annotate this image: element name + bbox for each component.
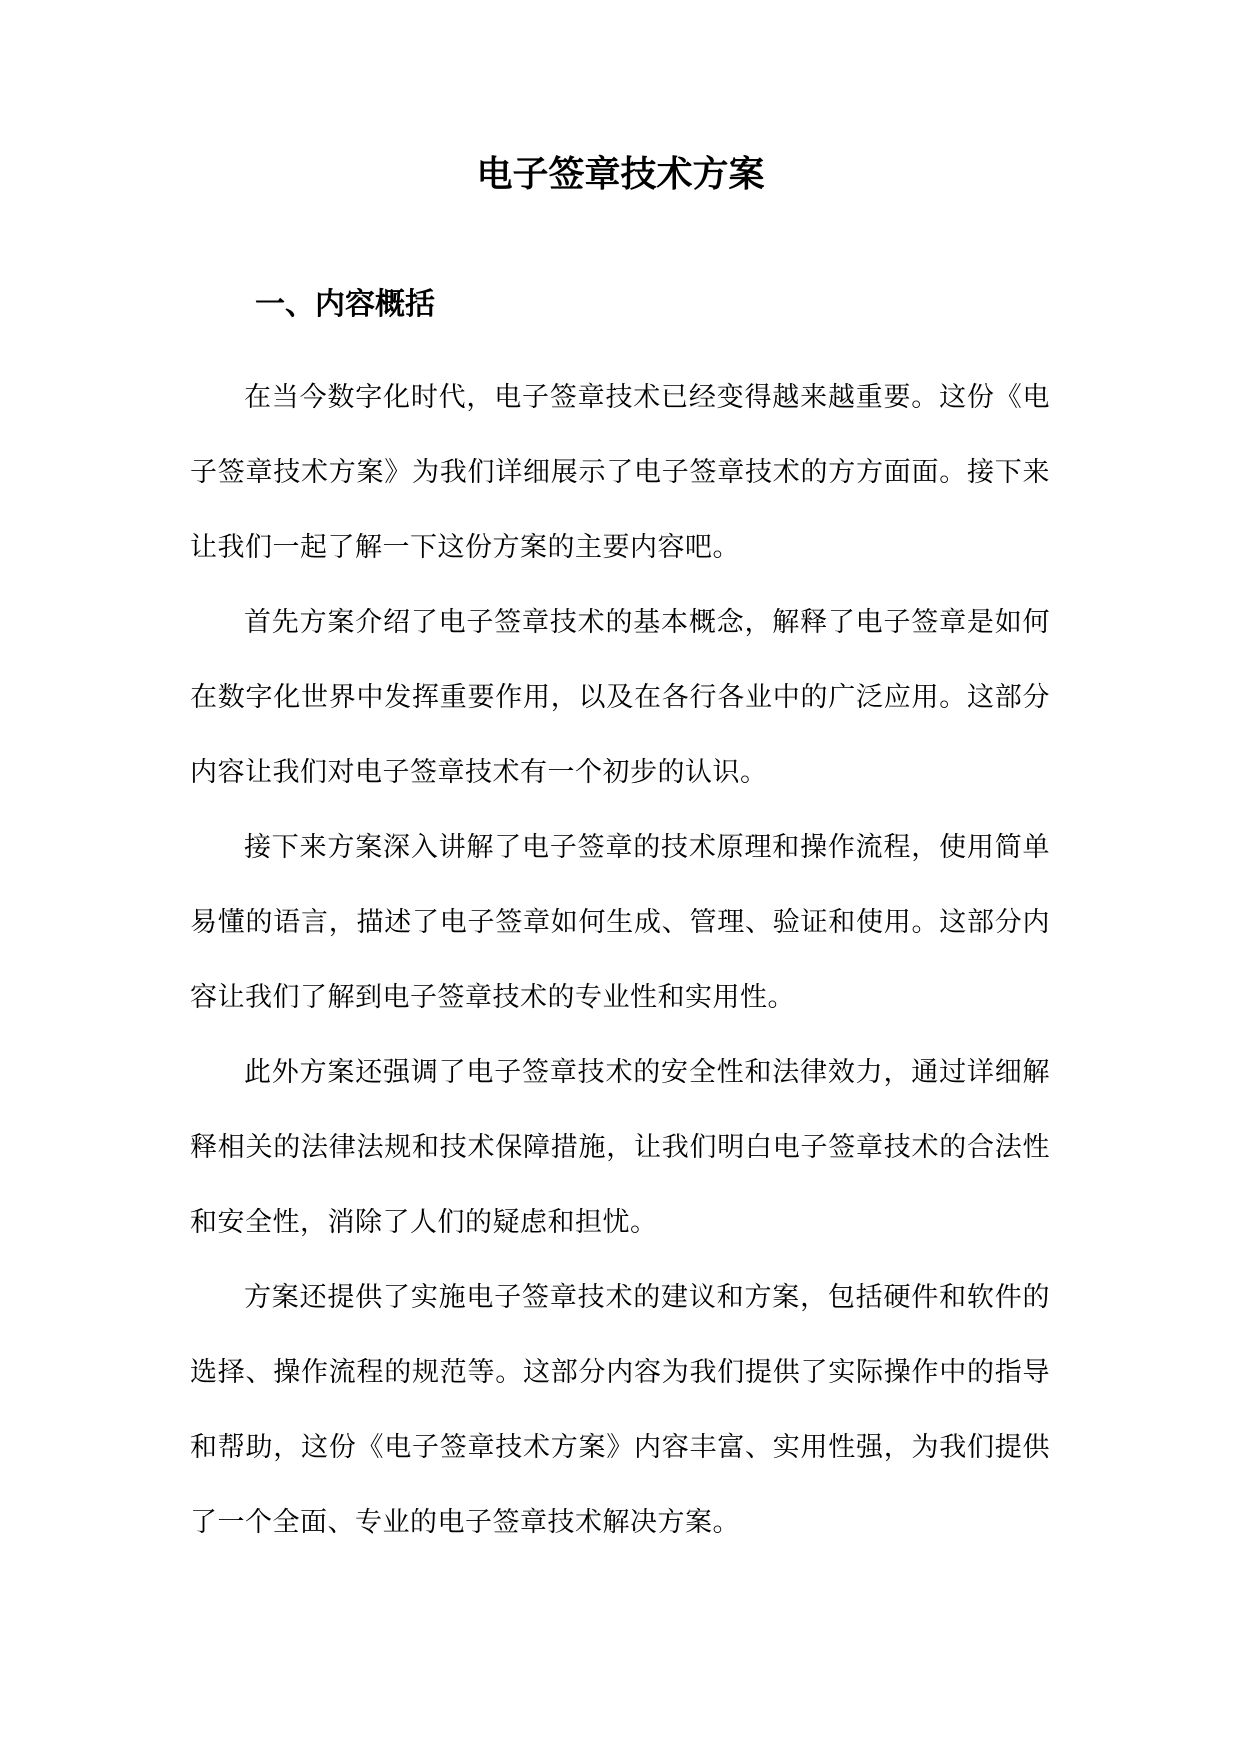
paragraph: 首先方案介绍了电子签章技术的基本概念，解释了电子签章是如何在数字化世界中发挥重要作用，以及在各行各业中的广泛应用。这部分内容让我们对电子签章技术有一个初步的认识。 — [190, 607, 1050, 788]
section-heading: 一、内容概括 — [255, 287, 435, 322]
paragraph: 在当今数字化时代，电子签章技术已经变得越来越重要。这份《电子签章技术方案》为我们详细展示了电子签章技术的方方面面。接下来让我们一起了解一下这份方案的主要内容吧。 — [190, 382, 1050, 563]
paragraph: 此外方案还强调了电子签章技术的安全性和法律效力，通过详细解释相关的法律法规和技术保障措施，让我们明白电子签章技术的合法性和安全性，消除了人们的疑虑和担忧。 — [190, 1057, 1050, 1238]
document-title: 电子签章技术方案 — [476, 154, 765, 195]
paragraph: 接下来方案深入讲解了电子签章的技术原理和操作流程，使用简单易懂的语言，描述了电子签章如何生成、管理、验证和使用。这部分内容让我们了解到电子签章技术的专业性和实用性。 — [190, 832, 1050, 1013]
paragraph: 方案还提供了实施电子签章技术的建议和方案，包括硬件和软件的选择、操作流程的规范等。这部分内容为我们提供了实际操作中的指导和帮助，这份《电子签章技术方案》内容丰富、实用性强，为我们提供了一个全面、专业的电子签章技术解决方案。 — [190, 1282, 1050, 1538]
body-text — [190, 360, 1050, 1560]
